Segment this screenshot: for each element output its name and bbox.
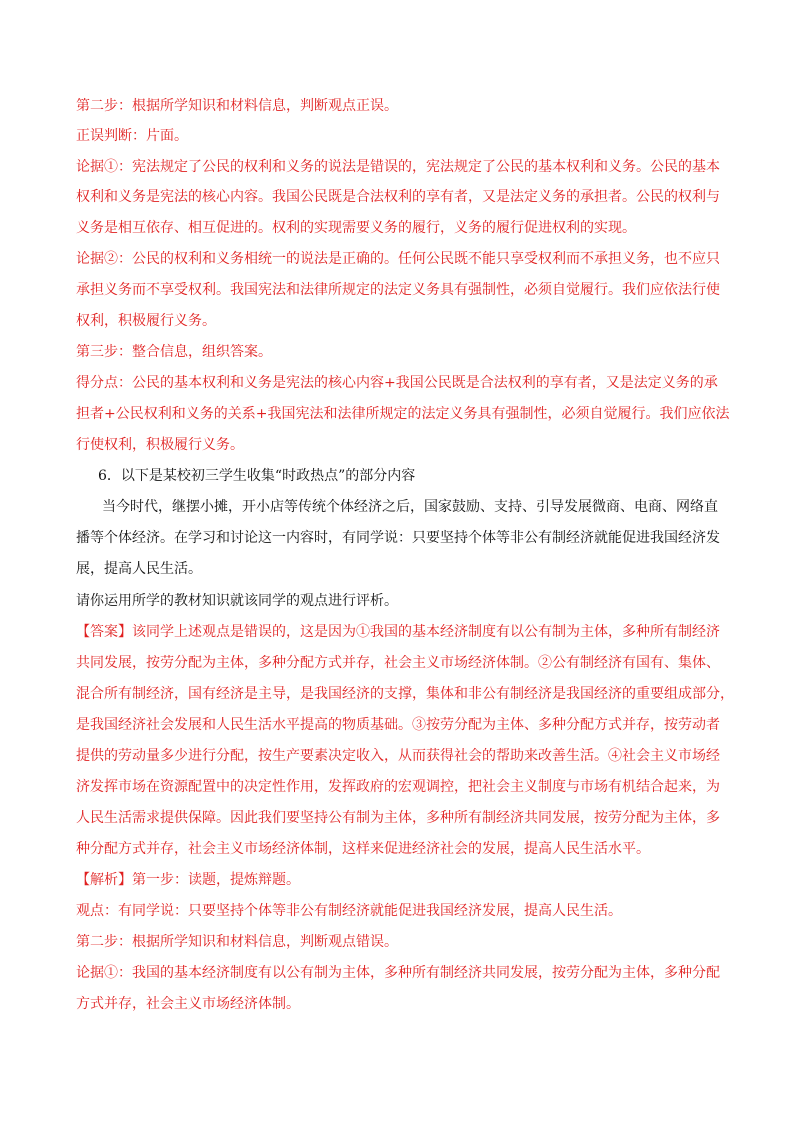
step-two-heading: 第二步：根据所学知识和材料信息，判断观点正误。 (76, 98, 398, 114)
analysis-argument-1-line-1: 论据①：我国的基本经济制度有以公有制为主体，多种所有制经济共同发展，按劳分配为主体，多种分配 (76, 965, 720, 981)
question-prompt: 请你运用所学的教材知识就该同学的观点进行评析。 (76, 593, 398, 609)
answer-line-2: 共同发展，按劳分配为主体，多种分配方式并存，社会主义市场经济体制。②公有制经济有国有、集体、 (76, 655, 720, 671)
viewpoint-line: 观点：有同学说：只要坚持个体等非公有制经济就能促进我国经济发展，提高人民生活。 (76, 903, 622, 919)
answer-line-4: 是我国经济社会发展和人民生活水平提高的物质基础。③按劳分配为主体、多种分配方式并存，按劳动者 (76, 717, 720, 733)
answer-line-1: 【答案】该同学上述观点是错误的，这是因为①我国的基本经济制度有以公有制为主体，多种所有制经济 (76, 624, 720, 640)
judgement-line: 正误判断：片面。 (76, 128, 188, 144)
material-line-1: 当今时代，继摆小摊，开小店等传统个体经济之后，国家鼓励、支持、引导发展微商、电商、网络直 (102, 499, 718, 515)
step-three-heading: 第三步：整合信息，组织答案。 (76, 344, 272, 360)
material-line-3: 展，提高人民生活。 (76, 561, 202, 577)
argument-2-line-1: 论据②：公民的权利和义务相统一的说法是正确的。任何公民既不能只享受权利而不承担义务，也不应只 (76, 251, 720, 267)
question-6-title: 6．以下是某校初三学生收集“时政热点”的部分内容 (98, 468, 416, 484)
answer-line-6: 济发挥市场在资源配置中的决定性作用，发挥政府的宏观调控，把社会主义制度与市场有机结合起来，为 (76, 779, 720, 795)
scoring-points-line-1: 得分点：公民的基本权利和义务是宪法的核心内容+我国公民既是合法权利的享有者，又是法定义务的承 (76, 375, 718, 391)
argument-1-line-1: 论据①：宪法规定了公民的权利和义务的说法是错误的，宪法规定了公民的基本权利和义务。公民的基本 (76, 159, 720, 175)
scoring-points-line-3: 行使权利，积极履行义务。 (76, 437, 244, 453)
answer-line-8: 种分配方式并存，社会主义市场经济体制，这样来促进经济社会的发展，提高人民生活水平。 (76, 841, 650, 857)
analysis-step-two: 第二步：根据所学知识和材料信息，判断观点错误。 (76, 934, 398, 950)
argument-1-line-3: 义务是相互依存、相互促进的。权利的实现需要义务的履行，义务的履行促进权利的实现。 (76, 220, 636, 236)
argument-1-line-2: 权利和义务是宪法的核心内容。我国公民既是合法权利的享有者，又是法定义务的承担者。公民的权利与 (76, 189, 720, 205)
answer-line-7: 人民生活需求提供保障。因此我们要坚持公有制为主体，多种所有制经济共同发展，按劳分配为主体，多 (76, 810, 720, 826)
argument-2-line-3: 权利，积极履行义务。 (76, 313, 216, 329)
argument-2-line-2: 承担义务而不享受权利。我国宪法和法律所规定的法定义务具有强制性，必须自觉履行。我们应依法行使 (76, 282, 720, 298)
analysis-argument-1-line-2: 方式并存，社会主义市场经济体制。 (76, 996, 300, 1012)
analysis-step-one: 【解析】第一步：读题，提炼辩题。 (76, 872, 300, 888)
answer-line-3: 混合所有制经济，国有经济是主导，是我国经济的支撑，集体和非公有制经济是我国经济的重要组成部分， (76, 686, 734, 702)
scoring-points-line-2: 担者+公民权利和义务的关系+我国宪法和法律所规定的法定义务具有强制性，必须自觉履行。我们应依法 (76, 406, 730, 422)
material-line-2: 播等个体经济。在学习和讨论这一内容时，有同学说：只要坚持个体等非公有制经济就能促进我国经济发 (76, 530, 720, 546)
answer-line-5: 提供的劳动量多少进行分配，按生产要素决定收入，从而获得社会的帮助来改善生活。④社会主义市场经 (76, 748, 720, 764)
